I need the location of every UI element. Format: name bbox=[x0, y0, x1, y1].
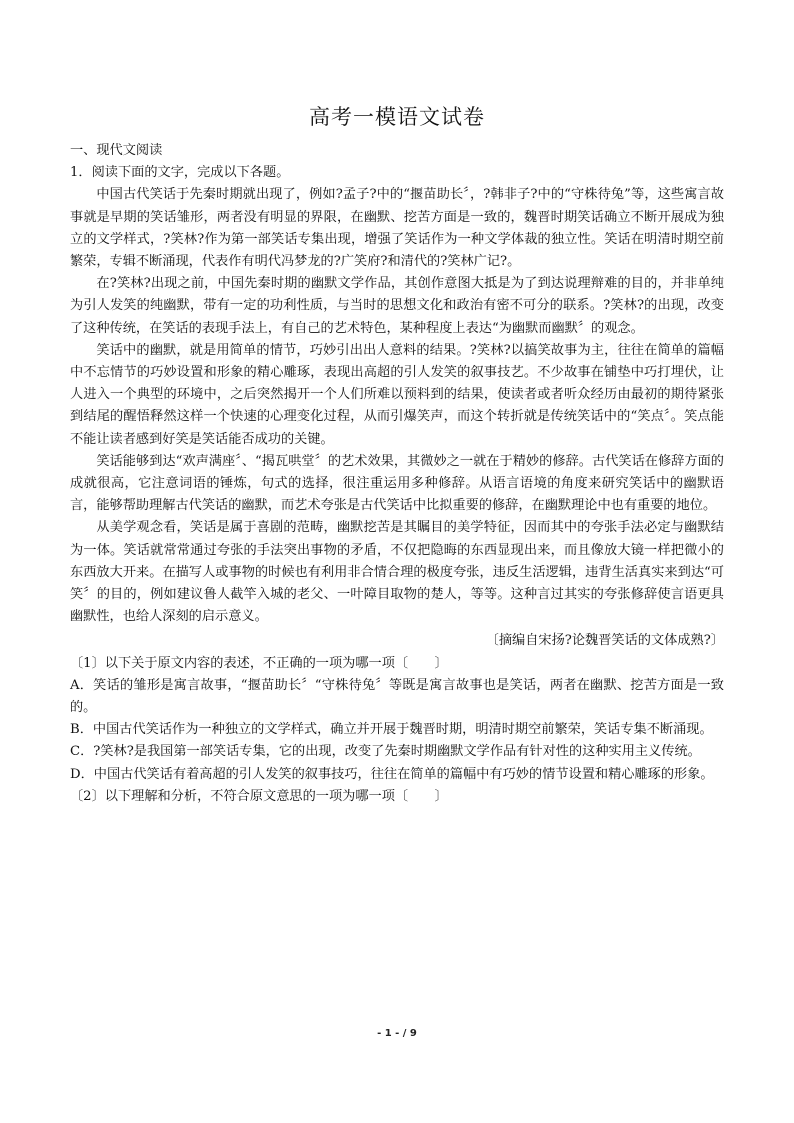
answer-option: C．?笑林?是我国第一部笑话专集，它的出现，改变了先秦时期幽默文学作品有针对性的这种实用主义传统。 bbox=[70, 744, 701, 760]
document-body bbox=[70, 140, 724, 808]
question-intro: 1．阅读下面的文字，完成以下各题。 bbox=[70, 165, 290, 181]
passage-paragraph: 笑话能够到达“欢声满座〞、“揭瓦哄堂〞的艺术效果，其微妙之一就在于精妙的修辞。古代笑话在修辞方面的成就很高，它注意词语的锤炼，句式的选择，很注重运用多种修辞。从语言语境的角度来研究笑话中的幽默语言，能够帮助理解古代笑话的幽默，而艺术夸张是古代笑话中比拟重要的修辞，在幽默理论中也有重要的地位。 bbox=[70, 453, 724, 514]
answer-option: B．中国古代笑话作为一种独立的文学样式，确立并开展于魏晋时期，明清时期空前繁荣，笑话专集不断涌现。 bbox=[70, 722, 713, 738]
source-citation: 〔摘编自宋扬?论魏晋笑话的文体成熟?〕 bbox=[485, 633, 724, 649]
passage-paragraph: 中国古代笑话于先秦时期就出现了，例如?孟子?中的“揠苗助长〞，?韩非子?中的“守株待兔”等，这些寓言故事就是早期的笑话雏形，两者没有明显的界限，在幽默、挖苦方面是一致的，魏晋时期笑话确立不断开展成为独立的文学样式，?笑林?作为第一部笑话专集出现，增强了笑话作为一种文学体裁的独立性。笑话在明清时期空前繁荣，专辑不断涌现，代表作有明代冯梦龙的?广笑府?和清代的?笑林广记?。 bbox=[70, 187, 724, 270]
question-stem: 〔2〕以下理解和分析，不符合原文意思的一项为哪一项〔 〕 bbox=[70, 788, 448, 804]
page-title: 高考一模语文试卷 bbox=[309, 105, 485, 129]
page-number: - 1 - / 9 bbox=[377, 1028, 417, 1039]
passage-paragraph: 在?笑林?出现之前，中国先秦时期的幽默文学作品，其创作意图大抵是为了到达说理辩难的目的，并非单纯为引人发笑的纯幽默，带有一定的功利性质，与当时的思想文化和政治有密不可分的联系。?笑林?的出现，改变了这种传统，在笑话的表现手法上，有自己的艺术特色，某种程度上表达“为幽默而幽默〞的观念。 bbox=[70, 276, 724, 336]
question-stem: 〔1〕以下关于原文内容的表述，不正确的一项为哪一项〔 〕 bbox=[70, 655, 448, 671]
passage-paragraph: 笑话中的幽默，就是用简单的情节，巧妙引出出人意料的结果。?笑林?以搞笑故事为主，往往在简单的篇幅中不忘情节的巧妙设置和形象的精心雕琢，表现出高超的引人发笑的叙事技艺。不少故事在铺垫中巧打埋伏，让人进入一个典型的环境中，之后突然揭开一个人们所难以预料到的结果，使读者或者听众经历由最初的期待紧张到结尾的醒悟释然这样一个快速的心理变化过程，从而引爆笑声，而这个转折就是传统笑话中的“笑点〞。笑点能不能让读者感到好笑是笑话能否成功的关键。 bbox=[70, 342, 724, 447]
section-heading: 一、现代文阅读 bbox=[70, 143, 163, 158]
answer-option: D．中国古代笑话有着高超的引人发笑的叙事技巧，往往在简单的篇幅中有巧妙的情节设置和精心雕琢的形象。 bbox=[70, 766, 714, 782]
passage-paragraph: 从美学观念看，笑话是属于喜剧的范畴，幽默挖苦是其瞩目的美学特征，因而其中的夸张手法必定与幽默结为一体。笑话就常常通过夸张的手法突出事物的矛盾，不仅把隐晦的东西显现出来，而且像放大镜一样把微小的东西放大开来。在描写人或事物的时候也有利用非合情合理的极度夸张，违反生活逻辑，违背生活真实来到达“可笑〞的目的，例如建议鲁人截竿入城的老父、一叶障目取物的楚人，等等。这种言过其实的夸张修辞使言语更具幽默性，也给人深刻的启示意义。 bbox=[70, 520, 724, 625]
answer-option: A．笑话的雏形是寓言故事，“揠苗助长〞“守株待兔〞等既是寓言故事也是笑话，两者在幽默、挖苦方面是一致的。 bbox=[70, 677, 724, 716]
